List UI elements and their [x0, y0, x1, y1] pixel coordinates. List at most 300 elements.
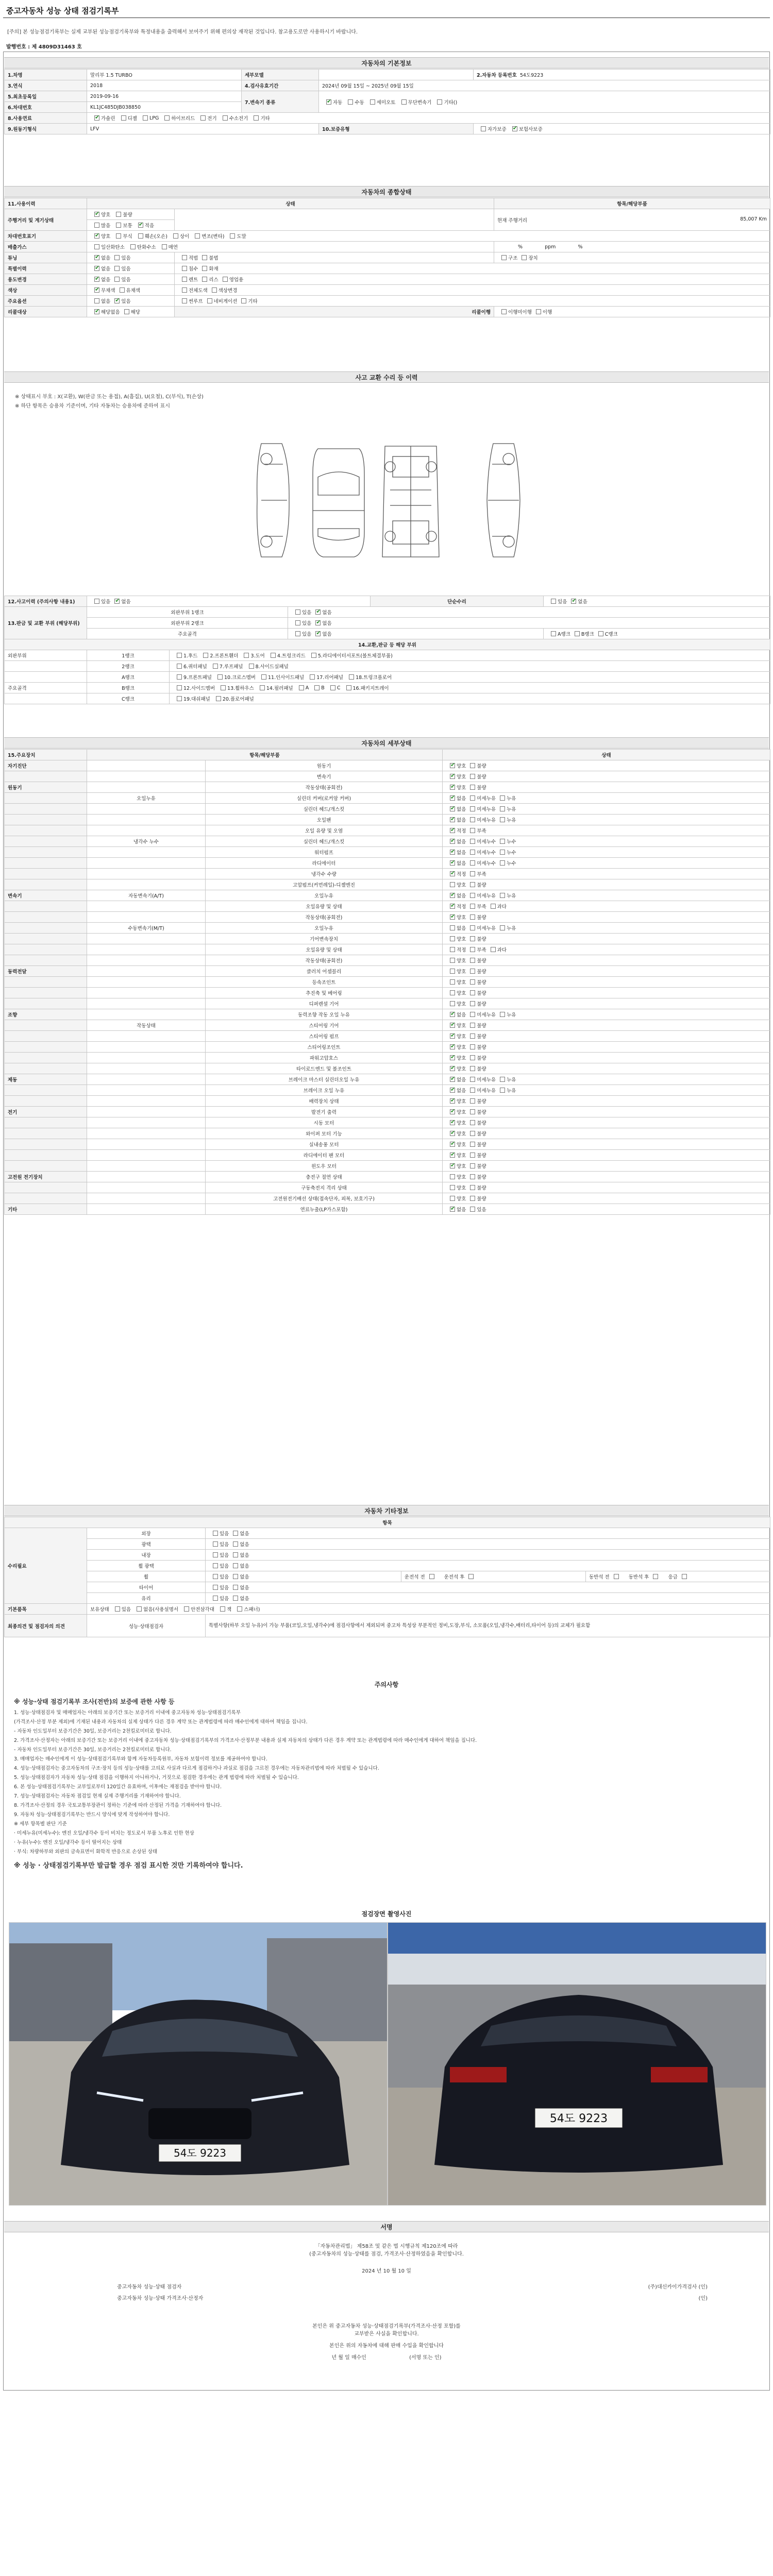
detail-checkbox[interactable]	[450, 914, 455, 920]
checkbox-mileage-bad[interactable]	[116, 212, 121, 217]
label-year: 3.연식	[5, 80, 87, 91]
checkbox-basic-yes[interactable]	[115, 1606, 120, 1612]
detail-subgroup	[87, 901, 206, 912]
detail-checkbox[interactable]	[450, 1066, 455, 1071]
detail-subgroup	[87, 825, 206, 836]
detail-state	[443, 890, 770, 901]
checkbox-business[interactable]	[223, 277, 228, 282]
checkbox-flood[interactable]	[182, 266, 187, 271]
parts-rank-a: A랭크	[87, 672, 170, 683]
checkbox-use-yes[interactable]	[114, 277, 120, 282]
checkbox-fuel-other[interactable]	[254, 115, 259, 121]
detail-checkbox[interactable]	[470, 969, 475, 974]
checkbox-wheel-spare[interactable]	[682, 1574, 687, 1579]
checkbox-triangle[interactable]	[184, 1606, 189, 1612]
opt-use-none: 없음	[101, 277, 111, 283]
checkbox-tuning-yes[interactable]	[114, 255, 120, 260]
detail-option: 불량	[477, 785, 486, 791]
detail-subgroup	[87, 1182, 206, 1193]
checkbox-color-change[interactable]	[212, 287, 217, 293]
checkbox-smoke[interactable]	[162, 244, 167, 249]
checkbox-interior-yes[interactable]	[213, 1552, 218, 1557]
checkbox-part-trunk-lid[interactable]	[271, 653, 276, 658]
checkbox-rank2-yes[interactable]	[295, 620, 300, 625]
detail-checkbox[interactable]	[470, 806, 475, 811]
detail-option: 과다	[497, 947, 507, 953]
checkbox-frame-yes[interactable]	[295, 631, 300, 636]
detail-checkbox[interactable]	[470, 958, 475, 963]
detail-group	[5, 825, 87, 836]
label-fuel: 8.사용연료	[5, 113, 87, 124]
checkbox-sunroof[interactable]	[182, 298, 187, 303]
detail-row	[5, 1139, 770, 1150]
detail-checkbox[interactable]	[470, 882, 475, 887]
detail-subgroup	[87, 912, 206, 923]
detail-checkbox[interactable]	[470, 1142, 475, 1147]
parts-header: 14.교환,판금 등 해당 부위	[5, 639, 770, 650]
detail-checkbox[interactable]	[450, 795, 455, 801]
detail-checkbox[interactable]	[450, 1098, 455, 1104]
checkbox-accident-no[interactable]	[114, 599, 120, 604]
checkbox-rank-c[interactable]	[598, 631, 603, 636]
detail-checkbox[interactable]	[450, 763, 455, 768]
detail-checkbox[interactable]	[500, 806, 505, 811]
detail-checkbox[interactable]	[470, 1196, 475, 1201]
checkbox-spanner[interactable]	[237, 1606, 242, 1612]
detail-checkbox[interactable]	[500, 839, 505, 844]
detail-row	[5, 1107, 770, 1117]
detail-state	[443, 934, 770, 944]
checkbox-hc[interactable]	[130, 244, 136, 249]
checkbox-semi-auto[interactable]	[370, 99, 375, 105]
checkbox-hybrid[interactable]	[164, 115, 170, 121]
detail-option: 불량	[477, 1175, 486, 1180]
detail-option: 없음	[457, 1088, 466, 1094]
checkbox-options-other[interactable]	[241, 298, 246, 303]
checkbox-part-side-sill[interactable]	[249, 664, 254, 669]
checkbox-part-roof[interactable]	[213, 664, 218, 669]
checkbox-tuning-device[interactable]	[522, 255, 527, 260]
detail-checkbox[interactable]	[450, 1196, 455, 1201]
opt-wheel-gloss-no: 없음	[240, 1564, 249, 1569]
other-info-table	[4, 1517, 770, 1637]
checkbox-recall-yes[interactable]	[124, 309, 129, 314]
detail-checkbox[interactable]	[470, 1098, 475, 1104]
emission-units	[494, 242, 770, 252]
detail-checkbox[interactable]	[470, 1120, 475, 1125]
checkbox-mileage-few[interactable]	[138, 223, 143, 228]
detail-checkbox[interactable]	[450, 882, 455, 887]
car-top-view	[313, 449, 364, 557]
detail-checkbox[interactable]	[470, 1088, 475, 1093]
checkbox-frame-no[interactable]	[315, 631, 321, 636]
checkbox-special-yes[interactable]	[114, 266, 120, 271]
checkbox-part-pillar[interactable]	[260, 685, 265, 690]
detail-checkbox[interactable]	[470, 1077, 475, 1082]
label-warranty: 10.보증유형	[319, 124, 474, 134]
checkbox-interior-no[interactable]	[233, 1552, 238, 1557]
detail-checkbox[interactable]	[450, 947, 455, 952]
detail-checkbox[interactable]	[450, 1174, 455, 1179]
detail-checkbox[interactable]	[450, 1001, 455, 1006]
checkbox-rank1-yes[interactable]	[295, 609, 300, 615]
checkbox-wheel-passenger-front[interactable]	[614, 1574, 619, 1579]
detail-subgroup: 냉각수 누수	[87, 836, 206, 847]
checkbox-vin-good[interactable]	[94, 233, 99, 239]
checkbox-vin-corrosion[interactable]	[116, 233, 121, 239]
checkbox-tuning-none[interactable]	[94, 255, 99, 260]
checkbox-rent[interactable]	[182, 277, 187, 282]
detail-checkbox[interactable]	[491, 904, 496, 909]
detail-item: 실내송풍 모터	[206, 1139, 443, 1150]
repair-options	[544, 596, 770, 607]
checkbox-wheel-passenger-rear[interactable]	[653, 1574, 658, 1579]
label-exchange: 13.판금 및 교환 부위 (해당부위)	[5, 607, 87, 639]
detail-checkbox[interactable]	[470, 979, 475, 985]
checkbox-part-quarter[interactable]	[177, 664, 182, 669]
detail-checkbox[interactable]	[500, 860, 505, 866]
detail-checkbox[interactable]	[470, 1023, 475, 1028]
detail-checkbox[interactable]	[470, 828, 475, 833]
detail-checkbox[interactable]	[491, 947, 496, 952]
detail-checkbox[interactable]	[450, 860, 455, 866]
detail-checkbox[interactable]	[450, 806, 455, 811]
checkbox-repair-no[interactable]	[571, 599, 576, 604]
checkbox-options-none[interactable]	[94, 298, 99, 303]
detail-checkbox[interactable]	[450, 979, 455, 985]
checkbox-part-trunk-floor[interactable]	[349, 674, 354, 680]
detail-checkbox[interactable]	[470, 785, 475, 790]
part-package-tray: 16.패키지트레이	[352, 686, 389, 691]
detail-checkbox[interactable]	[450, 904, 455, 909]
detail-row	[5, 1096, 770, 1107]
checkbox-self-warranty[interactable]	[481, 126, 486, 131]
detail-checkbox[interactable]	[470, 817, 475, 822]
checkbox-gloss-no[interactable]	[233, 1541, 238, 1547]
checkbox-part-side-member[interactable]	[177, 685, 182, 690]
detail-checkbox[interactable]	[500, 817, 505, 822]
checkbox-repair-yes[interactable]	[551, 599, 556, 604]
detail-checkbox[interactable]	[450, 1120, 455, 1125]
checkbox-lpg[interactable]	[143, 115, 148, 121]
detail-checkbox[interactable]	[450, 1012, 455, 1017]
checkbox-recall-done[interactable]	[536, 309, 541, 314]
detail-option: 미세누유	[477, 1088, 496, 1094]
checkbox-part-front-panel[interactable]	[177, 674, 182, 680]
checkbox-part-radiator-support[interactable]	[311, 653, 316, 658]
wheel-passenger-front: 동반석 전	[589, 1574, 610, 1580]
detail-checkbox[interactable]	[450, 817, 455, 822]
checkbox-glass-no[interactable]	[233, 1596, 238, 1601]
detail-checkbox[interactable]	[450, 1163, 455, 1168]
checkbox-gloss-yes[interactable]	[213, 1541, 218, 1547]
detail-checkbox[interactable]	[450, 1131, 455, 1136]
detail-option: 양호	[457, 1034, 466, 1040]
detail-checkbox[interactable]	[470, 763, 475, 768]
checkbox-cvt[interactable]	[401, 99, 407, 105]
checkbox-recall-none[interactable]	[94, 309, 99, 314]
detail-checkbox[interactable]	[470, 850, 475, 855]
detail-checkbox[interactable]	[470, 947, 475, 952]
label-color: 색상	[5, 285, 87, 296]
checkbox-hydrogen[interactable]	[223, 115, 228, 121]
checkbox-recall-not-done[interactable]	[501, 309, 507, 314]
detail-checkbox[interactable]	[500, 1088, 505, 1093]
detail-checkbox[interactable]	[470, 1044, 475, 1049]
detail-checkbox[interactable]	[450, 1153, 455, 1158]
checkbox-tuning-structure[interactable]	[501, 255, 507, 260]
detail-checkbox[interactable]	[470, 1174, 475, 1179]
label-inspection-validity: 4.검사유효기간	[242, 80, 319, 91]
opt-self-warranty: 자가보증	[488, 127, 507, 132]
checkbox-wheel-gloss-yes[interactable]	[213, 1563, 218, 1568]
detail-item: 고전원전기배선 상태(접속단자, 피복, 보호기구)	[206, 1193, 443, 1204]
detail-row	[5, 1150, 770, 1161]
header-state: 상태	[87, 198, 494, 209]
detail-subgroup	[87, 804, 206, 815]
parts-group-blank-3	[5, 693, 87, 704]
detail-checkbox[interactable]	[450, 990, 455, 995]
detail-checkbox[interactable]	[470, 871, 475, 876]
frame-rank-options	[544, 629, 770, 639]
detail-checkbox[interactable]	[470, 1033, 475, 1039]
detail-checkbox[interactable]	[450, 774, 455, 779]
checkbox-vin-different[interactable]	[173, 233, 178, 239]
checkbox-gasoline[interactable]	[94, 115, 99, 121]
detail-checkbox[interactable]	[450, 1044, 455, 1049]
checkbox-electric[interactable]	[200, 115, 206, 121]
detail-group	[5, 944, 87, 955]
checkbox-wheel-gloss-no[interactable]	[233, 1563, 238, 1568]
checkbox-exterior-no[interactable]	[233, 1531, 238, 1536]
detail-option: 양호	[457, 980, 466, 986]
detail-option: 없음	[457, 1207, 466, 1213]
detail-checkbox[interactable]	[470, 914, 475, 920]
checkbox-pillar-a[interactable]	[299, 685, 304, 690]
opt-gloss-no: 없음	[240, 1542, 249, 1548]
mileage-spacer	[175, 209, 494, 231]
checkbox-part-cross-member[interactable]	[217, 674, 223, 680]
checkbox-vin-damage[interactable]	[138, 233, 143, 239]
notes-line: 4. 성능·상태점검자는 중고자동차의 구조·장치 등의 성능·상태를 고의로 사실과 다르게 점검하거나 과실로 점검을 그르친 경우에는 자동차관리법에 따라 처벌될 수 있습니다.	[14, 1766, 379, 1771]
checkbox-diesel[interactable]	[121, 115, 126, 121]
checkbox-wheel-no[interactable]	[233, 1574, 238, 1579]
detail-checkbox[interactable]	[450, 785, 455, 790]
checkbox-tire-no[interactable]	[233, 1585, 238, 1590]
checkbox-achromatic[interactable]	[94, 287, 99, 293]
checkbox-tuning-illegal[interactable]	[202, 255, 207, 260]
receive-signature-row	[4, 2353, 769, 2361]
detail-checkbox[interactable]	[500, 1012, 505, 1017]
tuning-legal	[175, 252, 494, 263]
checkbox-rank-b[interactable]	[575, 631, 580, 636]
checkbox-part-front-fender[interactable]	[203, 653, 208, 658]
checkbox-part-package-tray[interactable]	[346, 685, 351, 690]
detail-option: 불량	[477, 1196, 486, 1202]
detail-row	[5, 1128, 770, 1139]
checkbox-full-paint[interactable]	[182, 287, 187, 293]
detail-checkbox[interactable]	[470, 1109, 475, 1114]
detail-checkbox[interactable]	[450, 958, 455, 963]
detail-subgroup	[87, 988, 206, 998]
checkbox-glass-yes[interactable]	[213, 1596, 218, 1601]
detail-checkbox[interactable]	[450, 1207, 455, 1212]
detail-checkbox[interactable]	[470, 1001, 475, 1006]
mileage-value: 85,007 Km	[740, 216, 767, 222]
detail-option: 없음	[457, 1077, 466, 1083]
detail-subgroup	[87, 1150, 206, 1161]
detail-checkbox[interactable]	[470, 860, 475, 866]
detail-checkbox[interactable]	[500, 850, 505, 855]
detail-checkbox[interactable]	[450, 1088, 455, 1093]
opt-vin-damage: 훼손(오손)	[144, 234, 167, 240]
checkbox-pillar-b[interactable]	[314, 685, 320, 690]
detail-state	[443, 1128, 770, 1139]
checkbox-part-inside-panel[interactable]	[261, 674, 266, 680]
checkbox-wheel-driver-rear[interactable]	[468, 1574, 474, 1579]
checkbox-vin-altered[interactable]	[195, 233, 200, 239]
checkbox-part-hood[interactable]	[177, 653, 182, 658]
section-general: 자동차의 종합상태	[4, 186, 769, 197]
opt-tuning-illegal: 불법	[209, 256, 219, 261]
checkbox-chromatic[interactable]	[120, 287, 125, 293]
checkbox-special-none[interactable]	[94, 266, 99, 271]
detail-checkbox[interactable]	[450, 1023, 455, 1028]
main-options	[87, 296, 175, 307]
checkbox-mileage-many[interactable]	[94, 223, 99, 228]
checkbox-mileage-good[interactable]	[94, 212, 99, 217]
detail-checkbox[interactable]	[470, 893, 475, 898]
detail-group	[5, 1128, 87, 1139]
checkbox-part-floor-panel[interactable]	[216, 696, 221, 701]
detail-checkbox[interactable]	[500, 893, 505, 898]
checkbox-insurer-warranty[interactable]	[512, 126, 517, 131]
checkbox-wheel-yes[interactable]	[213, 1574, 218, 1579]
detail-checkbox[interactable]	[500, 925, 505, 930]
detail-subgroup	[87, 760, 206, 771]
detail-checkbox[interactable]	[450, 1185, 455, 1190]
checkbox-lease[interactable]	[202, 277, 207, 282]
warranty-options	[474, 124, 770, 134]
checkbox-vin-smeared[interactable]	[230, 233, 235, 239]
checkbox-fire[interactable]	[202, 266, 207, 271]
detail-checkbox[interactable]	[450, 871, 455, 876]
detail-checkbox[interactable]	[470, 1185, 475, 1190]
detail-checkbox[interactable]	[450, 1142, 455, 1147]
detail-checkbox[interactable]	[500, 795, 505, 801]
detail-row	[5, 804, 770, 815]
detail-row	[5, 1204, 770, 1215]
detail-state	[443, 998, 770, 1009]
detail-option: 양호	[457, 1066, 466, 1072]
checkbox-co[interactable]	[94, 244, 99, 249]
checkbox-tire-yes[interactable]	[213, 1585, 218, 1590]
detail-checkbox[interactable]	[450, 839, 455, 844]
opt-rank1-yes: 있음	[302, 610, 312, 616]
detail-checkbox[interactable]	[470, 1207, 475, 1212]
section-basic: 자동차의 기본정보	[4, 57, 769, 69]
detail-checkbox[interactable]	[450, 1055, 455, 1060]
detail-checkbox[interactable]	[470, 1066, 475, 1071]
detail-item: 클러치 어셈블리	[206, 966, 443, 977]
opt-auto: 자동	[333, 99, 343, 106]
checkbox-tuning-legal[interactable]	[182, 255, 187, 260]
checkbox-part-door[interactable]	[244, 653, 249, 658]
checkbox-accident-yes[interactable]	[94, 599, 99, 604]
checkbox-navigation[interactable]	[207, 298, 212, 303]
detail-checkbox[interactable]	[470, 936, 475, 941]
detail-state	[443, 1096, 770, 1107]
detail-checkbox[interactable]	[470, 990, 475, 995]
glass-options	[206, 1593, 770, 1604]
detail-checkbox[interactable]	[450, 969, 455, 974]
header-item: 항목/해당부품	[87, 750, 443, 760]
checkbox-pillar-c[interactable]	[330, 685, 335, 690]
detail-checkbox[interactable]	[450, 828, 455, 833]
detail-checkbox[interactable]	[450, 1109, 455, 1114]
opt-hc: 탄화수소	[137, 245, 156, 250]
detail-checkbox[interactable]	[470, 1153, 475, 1158]
checkbox-basic-no[interactable]	[137, 1606, 142, 1612]
checkbox-part-rear-panel[interactable]	[310, 674, 315, 680]
detail-checkbox[interactable]	[450, 936, 455, 941]
unit-co: %	[518, 244, 523, 250]
detail-checkbox[interactable]	[470, 904, 475, 909]
detail-checkbox[interactable]	[470, 1131, 475, 1136]
opt-fuel-other: 기타	[260, 116, 270, 122]
checkbox-part-dash-panel[interactable]	[177, 696, 182, 701]
detail-checkbox[interactable]	[450, 893, 455, 898]
checkbox-wheel-driver-front[interactable]	[429, 1574, 434, 1579]
checkbox-rank2-no[interactable]	[315, 620, 321, 625]
detail-row	[5, 771, 770, 782]
accident-options	[87, 596, 371, 607]
checkbox-other-trans[interactable]	[437, 99, 442, 105]
opt-mileage-many: 많음	[101, 223, 111, 229]
checkbox-use-none[interactable]	[94, 277, 99, 282]
detail-group	[5, 1096, 87, 1107]
detail-checkbox[interactable]	[470, 1055, 475, 1060]
detail-checkbox[interactable]	[470, 1163, 475, 1168]
checkbox-exterior-yes[interactable]	[213, 1531, 218, 1536]
detail-checkbox[interactable]	[450, 1077, 455, 1082]
detail-checkbox[interactable]	[450, 850, 455, 855]
detail-checkbox[interactable]	[450, 1033, 455, 1039]
detail-checkbox[interactable]	[450, 925, 455, 930]
detail-row	[5, 1042, 770, 1053]
detail-checkbox[interactable]	[500, 1077, 505, 1082]
detail-state	[443, 771, 770, 782]
checkbox-rank-a[interactable]	[551, 631, 556, 636]
detail-checkbox[interactable]	[470, 925, 475, 930]
label-tuning: 튜닝	[5, 252, 87, 263]
detail-subgroup	[87, 1042, 206, 1053]
detail-checkbox[interactable]	[470, 839, 475, 844]
detail-checkbox[interactable]	[470, 795, 475, 801]
checkbox-auto[interactable]	[326, 99, 331, 105]
detail-option: 불량	[477, 1153, 486, 1159]
checkbox-mileage-normal[interactable]	[116, 223, 121, 228]
checkbox-manual[interactable]	[348, 99, 353, 105]
checkbox-jack[interactable]	[220, 1606, 225, 1612]
checkbox-rank1-no[interactable]	[315, 609, 321, 615]
detail-checkbox[interactable]	[470, 1012, 475, 1017]
detail-checkbox[interactable]	[470, 774, 475, 779]
checkbox-options-yes[interactable]	[114, 298, 120, 303]
checkbox-part-wheel-house[interactable]	[221, 685, 226, 690]
detail-group	[5, 923, 87, 934]
detail-item: 실린더 커버(로커암 커버)	[206, 793, 443, 804]
